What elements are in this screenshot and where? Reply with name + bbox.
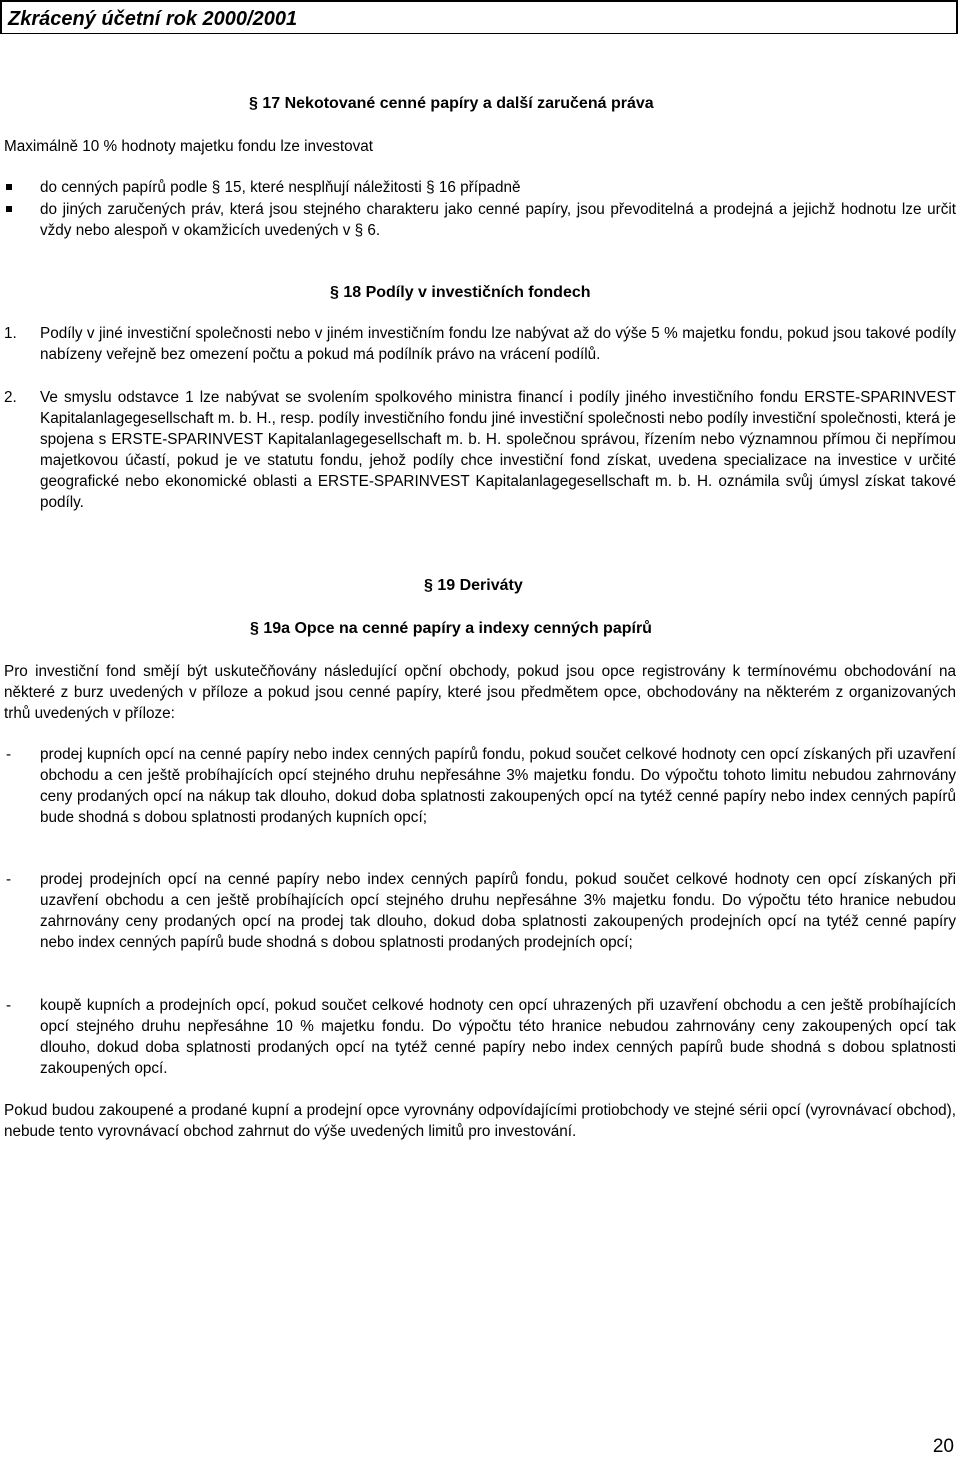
section-17-heading: § 17 Nekotované cenné papíry a další zaručená práva <box>249 95 654 112</box>
square-bullet-icon <box>6 184 12 190</box>
list-dash: - <box>6 997 12 1014</box>
section-18-item-1-number: 1. <box>4 325 17 342</box>
section-18-item-2-number: 2. <box>4 389 17 406</box>
section-17-bullet-1: do cenných papírů podle § 15, které nesplňují náležitosti § 16 případně <box>40 179 521 196</box>
section-19a-closing: Pokud budou zakoupené a prodané kupní a prodejní opce vyrovnány odpovídajícími protiobchody ve stejné sérii opcí (vyrovnávací obchod), nebude tento vyrovnávací obchod zahrnut do výše uvedených limitů pro investování. <box>4 1102 956 1140</box>
section-17-bullet-2: do jiných zaručených práv, která jsou stejného charakteru jako cenné papíry, jsou převoditelná a prodejná a jejichž hodnotu lze určit vždy nebo alespoň v okamžicích uvedených v § 6. <box>40 201 956 239</box>
section-18-item-2-text: Ve smyslu odstavce 1 lze nabývat se svolením spolkového ministra financí i podíly jiného investičního fondu ERSTE-SPARINVEST Kapitalanlagegesellschaft m. b. H., resp. podíly investičního fondu jiné investiční společnosti nebo podíly investiční společnosti, která je spojena s ERSTE-SPARINVEST Kapitalanlagegesellschaft m. b. H. společnou správou, řízením nebo významnou přímou či nepřímou majetkovou účastí, pokud je ve statutu fondu, jehož podíly chce investiční fond získat, uvedena specializace na investice v určité geografické nebo ekonomické oblasti a ERSTE-SPARINVEST Kapitalanlagegesellschaft m. b. H. oznámila svůj úmysl získat takové podíly. <box>40 389 956 511</box>
section-19a-item-1: prodej kupních opcí na cenné papíry nebo index cenných papírů fondu, pokud součet celkové hodnoty cen opcí získaných při uzavření obchodu a cen ještě probíhajících opcí stejného druhu nepřesáhne 3% majetku fondu. Do výpočtu tohoto limitu nebudou zahrnovány ceny prodaných opcí na nákup tak dlouho, dokud doba splatnosti zakoupených opcí na tytéž cenné papíry nebo index cenných papírů bude shodná s dobou splatnosti prodaných kupních opcí; <box>40 746 956 826</box>
list-dash: - <box>6 871 12 888</box>
page-number: 20 <box>932 1436 954 1457</box>
section-18-item-1-text: Podíly v jiné investiční společnosti nebo v jiném investičním fondu lze nabývat až do výše 5 % majetku fondu, pokud jsou takové podíly nabízeny veřejně bez omezení počtu a pokud má podílník právo na vrácení podílů. <box>40 325 956 363</box>
square-bullet-icon <box>6 206 12 212</box>
section-19a-item-3: koupě kupních a prodejních opcí, pokud součet celkové hodnoty cen opcí uhrazených při uzavření obchodu a cen ještě probíhajících opcí stejného druhu nepřesáhne 10 % majetku fondu. Do výpočtu této hranice nebudou zahrnovány ceny zakoupených opcí tak dlouho, dokud doba splatnosti prodaných opcí na tytéž cenné papíry nebo index cenných papírů bude shodná s dobou splatnosti zakoupených opcí. <box>40 997 956 1077</box>
section-19a-heading: § 19a Opce na cenné papíry a indexy cenných papírů <box>250 620 652 637</box>
document-title: Zkrácený účetní rok 2000/2001 <box>8 8 298 30</box>
section-18-heading: § 18 Podíly v investičních fondech <box>330 284 591 301</box>
section-17-intro: Maximálně 10 % hodnoty majetku fondu lze investovat <box>4 138 374 155</box>
list-dash: - <box>6 746 12 763</box>
page-header <box>0 0 958 34</box>
section-19a-item-2: prodej prodejních opcí na cenné papíry nebo index cenných papírů fondu, pokud součet celkové hodnoty cen opcí získaných při uzavření obchodu a cen ještě probíhajících opcí stejného druhu nepřesáhne 3% majetku fondu. Do výpočtu této hranice nebudou zahrnovány ceny prodaných opcí na prodej tak dlouho, dokud doba splatnosti zakoupených prodejních opcí na tytéž cenné papíry nebo index cenných papírů bude shodná s dobou splatnosti prodaných prodejních opcí; <box>40 871 956 951</box>
section-19a-intro: Pro investiční fond smějí být uskutečňovány následující opční obchody, pokud jsou opce registrovány k termínovému obchodování na některé z burz uvedených v příloze a pokud jsou cenné papíry, které jsou předmětem opce, obchodovány na některém z organizovaných trhů uvedených v příloze: <box>4 663 956 722</box>
section-19-heading: § 19 Deriváty <box>424 577 523 594</box>
